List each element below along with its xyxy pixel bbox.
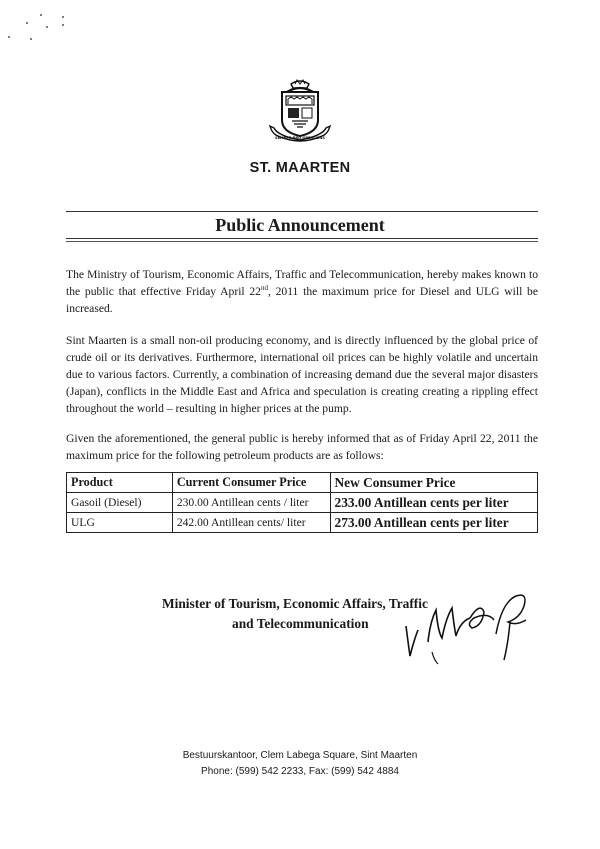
- title-rule-bottom: [66, 238, 538, 239]
- title-rule-top: [66, 211, 538, 212]
- header-current-price: Current Consumer Price: [172, 473, 330, 493]
- paragraph-context: Sint Maarten is a small non-oil producing economy, and is directly influenced by the global price of crude oil or its derivatives. Furthermore, international oil prices can be highly volatile and uncertain due to various factors. Currently, a combination of increasing demand due the several major disasters (Japan), conflicts in the Middle East and Africa and speculation is creating creating a rippling effect throughout the world – resulting in higher prices at the pump.: [66, 334, 538, 415]
- header-title: ST. MAARTEN: [249, 160, 351, 176]
- table-row: [67, 493, 538, 513]
- price-table: [66, 472, 538, 533]
- title-rule-bottom-thin: [66, 241, 538, 242]
- signatory-title-line2: and Telecommunication: [232, 616, 369, 631]
- current-price-cell: 242.00 Antillean cents/ liter: [172, 513, 330, 533]
- table-header-row: [67, 473, 538, 493]
- header-new-price: New Consumer Price: [330, 473, 538, 493]
- p1-ordinal: nd: [260, 284, 268, 293]
- scan-specks: [6, 14, 76, 44]
- paragraph-notice: Given the aforementioned, the general public is hereby informed that as of Friday April 22, 2011 the maximum price for the following petroleum products are as follows:: [66, 432, 538, 462]
- footer-address: Bestuurskantoor, Clem Labega Square, Sint Maarten: [182, 750, 418, 761]
- st-maarten-coat-of-arms-icon: [264, 76, 336, 148]
- footer-contact: Phone: (599) 542 2233, Fax: (599) 542 4884: [201, 766, 399, 777]
- handwritten-signature: [384, 582, 564, 672]
- p1-text-start: The Ministry of Tourism, Economic Affairs, Traffic and Telecommunication, hereby makes known to the public that effective Friday April 22: [66, 268, 538, 298]
- p1-text-end: , 2011 the maximum price for Diesel and ULG will be increased.: [66, 285, 538, 315]
- table-row: [67, 513, 538, 533]
- new-price-cell: 233.00 Antillean cents per liter: [330, 493, 538, 513]
- header-product: Product: [67, 473, 173, 493]
- paragraph-effective-date: [66, 266, 538, 317]
- signatory-title-line1: Minister of Tourism, Economic Affairs, Traffic: [162, 596, 428, 611]
- new-price-cell: 273.00 Antillean cents per liter: [330, 513, 538, 533]
- announcement-title: Public Announcement: [215, 215, 385, 235]
- product-cell: ULG: [67, 513, 173, 533]
- product-cell: Gasoil (Diesel): [67, 493, 173, 513]
- current-price-cell: 230.00 Antillean cents / liter: [172, 493, 330, 513]
- svg-text:SEMPER PRO GRESSIENS: SEMPER PRO GRESSIENS: [274, 136, 326, 140]
